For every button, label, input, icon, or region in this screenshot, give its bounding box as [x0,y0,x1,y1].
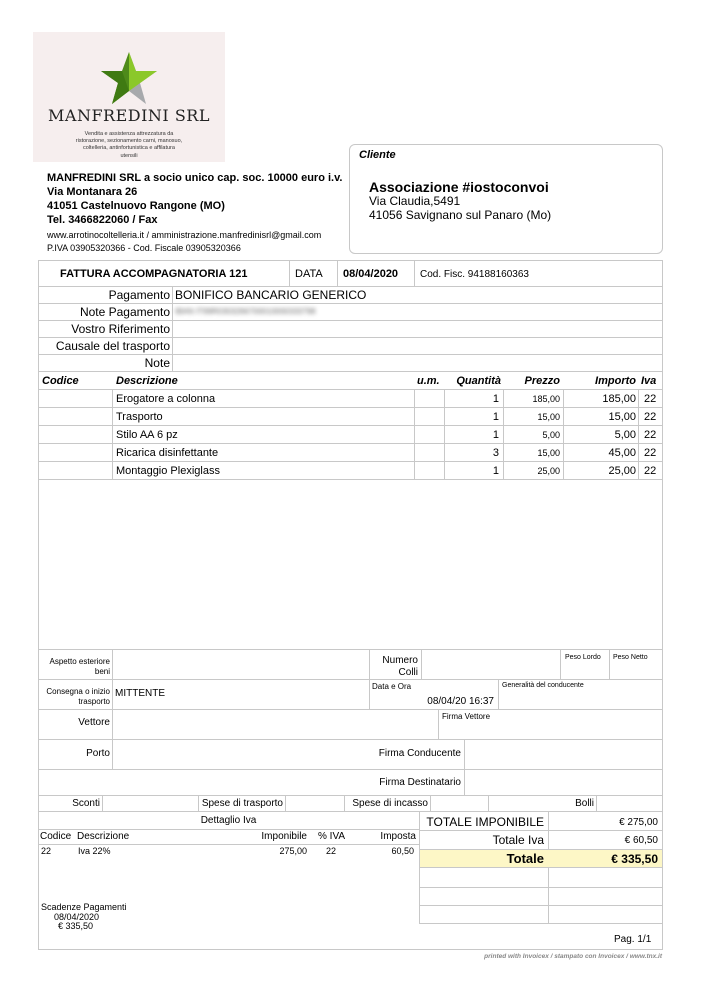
invoice-number: 121 [229,268,248,280]
item-vat: 22 [644,465,657,477]
grand-total: € 335,50 [611,852,658,866]
item-amount: 45,00 [608,447,636,459]
company-address: Via Montanara 26 [47,186,138,198]
item-price: 5,00 [542,430,560,440]
item-quantity: 1 [492,393,499,405]
invoice-date: 08/04/2020 [343,268,399,280]
date-label: DATA [295,268,323,280]
vat-taxable: 275,00 [279,846,307,856]
consegna-label-line: trasporto [78,697,110,706]
carrier-signature-label: Firma Vettore [442,712,491,721]
vat-detail-title: Dettaglio Iva [200,815,257,826]
company-web: www.arrotinocoltelleria.it / amministrazione.manfredinisrl@gmail.com [47,230,322,240]
colli-label-line: Colli [398,667,418,678]
item-amount: 185,00 [602,393,636,405]
aspetto-label-line: beni [94,667,110,676]
invoice-title-text: FATTURA ACCOMPAGNATORIA [60,268,227,280]
payment-notes: IBAN IT99R0303266700010000333798 [175,307,316,316]
company-logo [33,32,225,162]
recipient-signature-label: Firma Destinatario [379,777,461,788]
item-amount: 5,00 [614,429,636,441]
tagline-line: ristorazione, sezionamento carni, manosuo, [75,138,183,145]
taxable-total: € 275,00 [619,817,658,828]
company-vat: P.IVA 03905320366 - Cod. Fiscale 03905320366 [47,243,241,253]
print-footer: printed with Invoicex / stampato con Invoicex / www.tnx.it [484,953,662,960]
driver-details-label: Generalità del conducente [502,682,584,689]
client-city: 41056 Savignano sul Panaro (Mo) [369,208,552,222]
col-importo: Importo [595,375,636,387]
vat-col-desc: Descrizione [77,831,130,842]
logo-tagline [33,131,225,160]
client-address: Via Claudia,5491 [369,194,461,208]
item-price: 15,00 [537,448,560,458]
item-description: Ricarica disinfettante [116,447,219,459]
consegna-label [40,687,110,707]
vat-total: € 60,50 [624,835,658,846]
col-um: u.m. [417,375,440,387]
gross-weight-label: Peso Lordo [565,654,601,661]
item-price: 25,00 [537,466,560,476]
col-prezzo: Prezzo [524,375,560,387]
company-info [47,172,347,256]
col-quantita: Quantità [456,375,501,387]
company-phone: Tel. 3466822060 / Fax [47,214,158,226]
item-vat: 22 [644,393,657,405]
datetime-label: Data e Ora [372,682,412,691]
consegna-label-line: Consegna o inizio [46,687,110,696]
payment-due-date: 08/04/2020 [54,912,100,922]
datetime-value: 08/04/20 16:37 [427,696,494,707]
reference-label: Vostro Riferimento [71,322,170,336]
client-box [349,144,663,254]
client-label: Cliente [359,149,396,161]
payment-due-amount: € 335,50 [58,921,94,931]
payment-due-label: Scadenze Pagamenti [41,902,127,912]
shipping-costs-label: Spese di trasporto [201,798,283,809]
item-quantity: 1 [492,411,499,423]
colli-label-line: Numero [382,655,418,666]
tagline-line: coltelleria, antinfortunistica e affilatura [83,145,175,152]
fiscal-code-label: Cod. Fisc. [420,269,466,280]
item-description: Stilo AA 6 pz [116,429,178,441]
item-quantity: 1 [492,429,499,441]
tagline-line: Vendita e assistenza attrezzatura da [84,131,174,137]
item-price: 185,00 [532,394,560,404]
item-quantity: 1 [492,465,499,477]
vat-col-code: Codice [40,831,72,842]
fiscal-code-value: 94188160363 [467,269,529,280]
item-vat: 22 [644,429,657,441]
logo-name: MANFREDINI SRL [48,106,210,125]
payment-method: BONIFICO BANCARIO GENERICO [175,288,367,302]
item-amount: 25,00 [608,465,636,477]
item-vat: 22 [644,411,657,423]
payment-notes-label: Note Pagamento [79,305,170,319]
aspetto-label [40,657,110,677]
star-logo-icon [99,50,159,106]
col-codice: Codice [42,375,79,387]
grand-total-label: Totale [506,851,544,866]
item-description: Montaggio Plexiglass [116,465,220,477]
consegna-value: MITTENTE [115,688,165,699]
item-description: Trasporto [116,411,163,423]
vat-tax: 60,50 [391,846,414,856]
carrier-label: Vettore [78,717,110,728]
notes-label: Note [144,356,170,370]
payment-label: Pagamento [108,288,170,302]
item-amount: 15,00 [608,411,636,423]
invoice-title [60,268,247,280]
net-weight-label: Peso Netto [613,654,648,661]
col-iva: Iva [641,375,657,387]
company-name: MANFREDINI SRL a socio unico cap. soc. 10000 euro i.v. [47,172,343,184]
item-vat: 22 [644,447,657,459]
vat-total-label: Totale Iva [492,833,544,847]
item-description: Erogatore a colonna [116,393,216,405]
item-quantity: 3 [492,447,499,459]
taxable-total-label: TOTALE IMPONIBILE [426,815,544,829]
aspetto-label-line: Aspetto esteriore [49,657,110,666]
driver-signature-label: Firma Conducente [378,748,461,759]
vat-desc: Iva 22% [78,846,111,856]
port-label: Porto [86,748,110,759]
client-name: Associazione #iostoconvoi [369,179,549,195]
transport-reason-label: Causale del trasporto [55,339,170,353]
collection-costs-label: Spese di incasso [352,798,428,809]
colli-label [370,655,418,679]
item-price: 15,00 [537,412,560,422]
company-city: 41051 Castelnuovo Rangone (MO) [47,200,225,212]
tagline-line: utensili [120,152,138,159]
col-descrizione: Descrizione [116,375,178,387]
discounts-label: Sconti [72,798,100,809]
page-number: Pag. 1/1 [614,934,652,945]
vat-perc: 22 [326,846,337,856]
vat-col-taxable: Imponibile [261,831,307,842]
vat-col-perc: % IVA [318,831,346,842]
vat-code: 22 [41,846,52,856]
stamps-label: Bolli [575,798,594,809]
vat-col-tax: Imposta [380,831,416,842]
fiscal-code [420,269,529,280]
